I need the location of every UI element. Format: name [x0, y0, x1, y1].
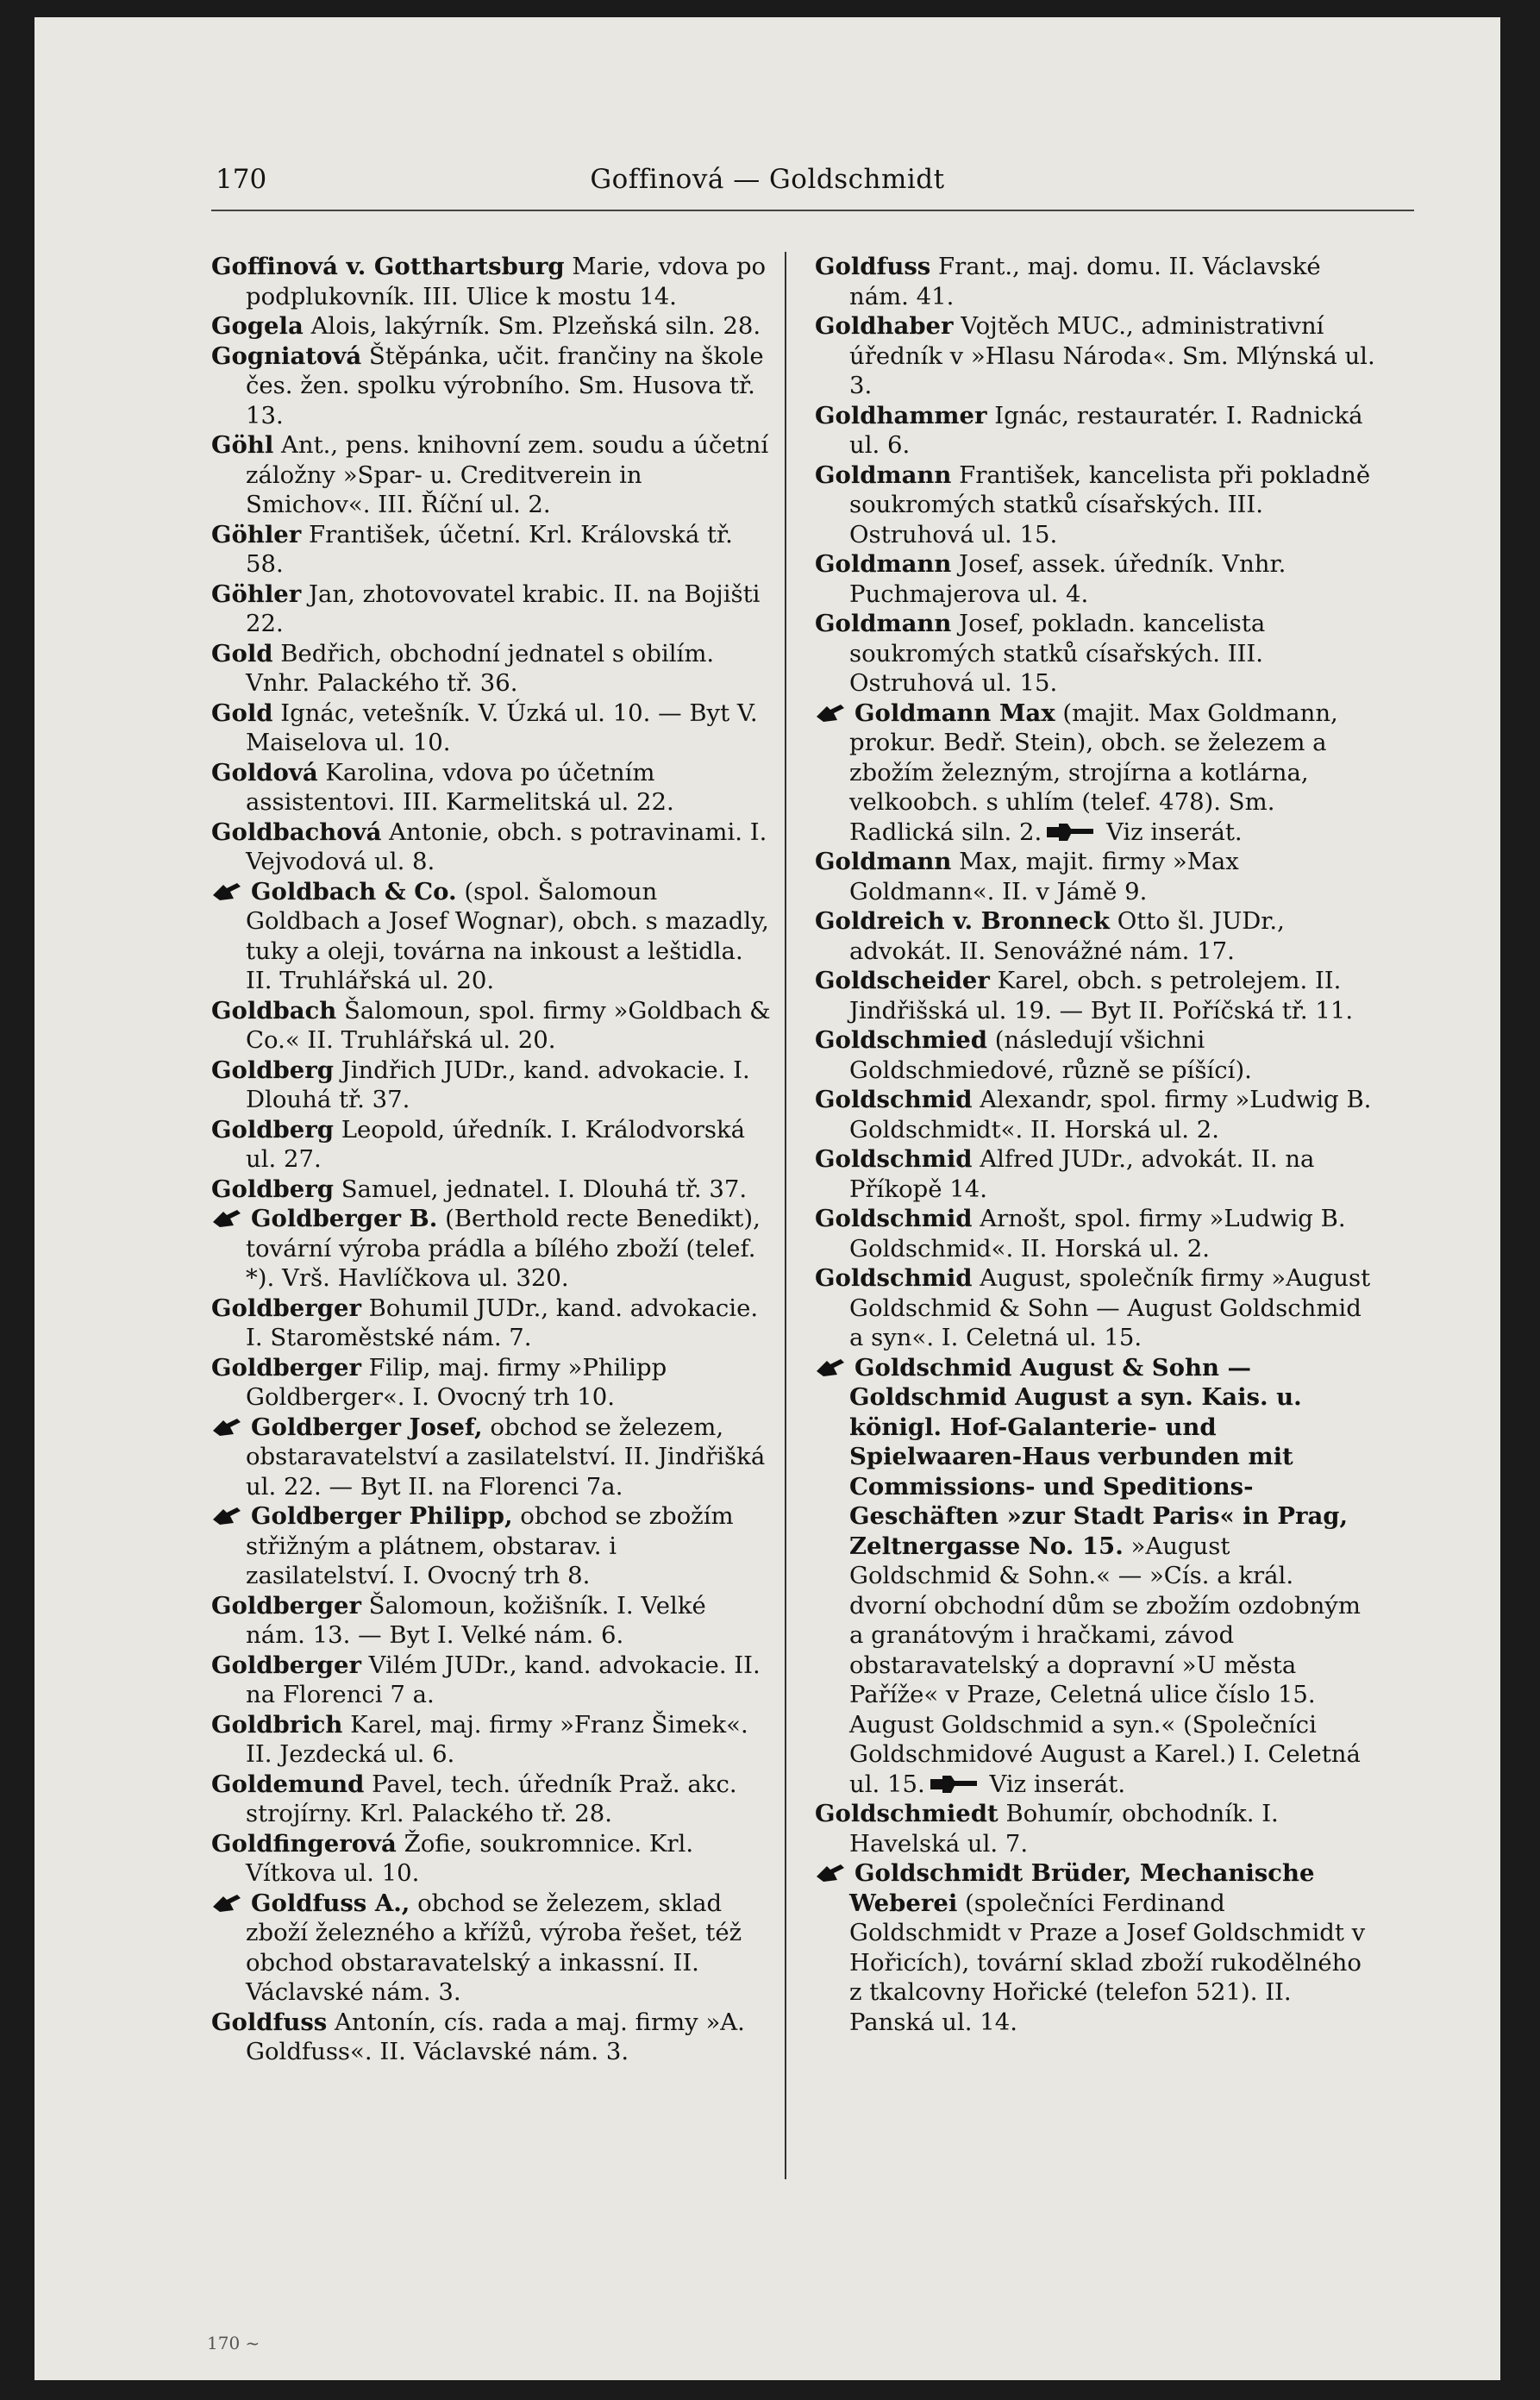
directory-entry — [815, 847, 1375, 906]
directory-entry — [815, 311, 1375, 401]
entry-name: Goldmann Max — [855, 699, 1055, 727]
entry-name: Goldmann — [815, 461, 952, 489]
directory-entry — [211, 1413, 772, 1502]
entry-details: Antonín, cís. rada a maj. firmy »A. Goldfuss«. II. Václavské nám. 3. — [246, 2008, 745, 2065]
running-head: Goffinová — Goldschmidt — [590, 164, 945, 195]
pointing-hand-icon — [211, 1415, 246, 1438]
entry-details: Samuel, jednatel. I. Dlouhá tř. 37. — [333, 1175, 748, 1203]
directory-entry — [211, 1770, 772, 1829]
entry-name: Göhl — [211, 431, 274, 459]
entry-details: Bohumil JUDr., kand. advokacie. I. Staroměstské nám. 7. — [246, 1294, 759, 1351]
entry-name: Goldová — [211, 758, 318, 786]
footer-mark: 170 ~ — [207, 2333, 260, 2353]
directory-entry — [815, 1204, 1375, 1263]
directory-entry — [211, 1829, 772, 1889]
entry-details: obchod se železem, sklad zboží železného a křížů, výroba řešet, též obchod obstaravatelský a inkassní. II. Václavské nám. 3. — [246, 1889, 742, 2006]
directory-entry — [211, 1889, 772, 2008]
entry-name: Goldberg — [211, 1175, 334, 1203]
left-column — [211, 252, 772, 2067]
page-number: 170 — [216, 164, 267, 195]
pointing-finger-icon — [929, 1772, 979, 1793]
entry-name: Goldscheider — [815, 967, 990, 994]
header-rule — [211, 210, 1414, 211]
directory-entry — [211, 1353, 772, 1413]
entry-name: Goldreich v. Bronneck — [815, 907, 1110, 935]
entry-details: Karolina, vdova po účetním assistentovi. III. Karmelitská ul. 22. — [246, 758, 674, 816]
entry-name: Goldschmiedt — [815, 1800, 998, 1827]
entry-name: Goldberger — [211, 1651, 361, 1679]
entry-details: obchod se železem, obstaravatelství a zasilatelství. II. Jindřišká ul. 22. — Byt II. na Florenci 7a. — [246, 1413, 766, 1501]
directory-entry — [211, 430, 772, 520]
entry-name: Gold — [211, 639, 273, 667]
entry-details: Šalomoun, spol. firmy »Goldbach & Co.« II. Truhlářská ul. 20. — [246, 996, 771, 1054]
directory-entry — [815, 1085, 1375, 1144]
directory-entry — [815, 1799, 1375, 1858]
entry-name: Goldbrich — [211, 1710, 343, 1739]
directory-entry — [815, 699, 1375, 848]
pointing-hand-icon — [815, 1356, 849, 1378]
directory-entry — [815, 401, 1375, 461]
entry-details: Šalomoun, kožišník. I. Velké nám. 13. — Byt I. Velké nám. 6. — [246, 1591, 706, 1649]
entry-name: Goldhammer — [815, 401, 987, 429]
directory-entry — [211, 639, 772, 699]
directory-entry — [211, 1294, 772, 1353]
entry-details: August, společník firmy »August Goldschmid & Sohn — August Goldschmid a syn«. I. Celetná ul. 15. — [849, 1264, 1371, 1351]
directory-entry — [211, 342, 772, 431]
entry-details: Ignác, restauratér. I. Radnická ul. 6. — [849, 401, 1363, 459]
entry-name: Goldmann — [815, 848, 952, 875]
entry-name: Goffinová v. Gotthartsburg — [211, 253, 565, 280]
entry-details: Alfred JUDr., advokát. II. na Příkopě 14. — [849, 1145, 1315, 1203]
entry-details: Bohumír, obchodník. I. Havelská ul. 7. — [849, 1800, 1279, 1858]
directory-entry — [815, 1858, 1375, 2037]
entry-name: Goldberger — [211, 1591, 361, 1620]
entry-name: Göhler — [211, 520, 302, 548]
pointing-hand-icon — [211, 1206, 246, 1229]
entry-name: Goldschmid — [815, 1145, 973, 1173]
directory-entry — [211, 1175, 772, 1205]
entry-details: »August Goldschmid & Sohn.« — »Cís. a král. dvorní obchodní dům se zbožím ozdobným a granátovým i hračkami, závod obstaravatelský a dopravní »U města Paříže« v Praze, Celetná ulice číslo 15. August Goldschmid a syn.« (Společníci Goldschmidové August a Karel.) I. Celetná ul. 15. — [849, 1532, 1361, 1798]
entry-details: Vojtěch MUC., administrativní úředník v »Hlasu Národa«. Sm. Mlýnská ul. 3. — [849, 312, 1375, 399]
entry-name: Goldschmid — [815, 1264, 973, 1292]
entry-name: Goldbachová — [211, 818, 382, 846]
pointing-hand-icon — [815, 1861, 849, 1883]
see-advert-note: Viz inserát. — [1099, 818, 1243, 846]
directory-entry — [211, 520, 772, 580]
pointing-hand-icon — [815, 701, 849, 724]
entry-details: Josef, assek. úředník. Vnhr. Puchmajerova ul. 4. — [849, 550, 1286, 608]
entry-details: Štěpánka, učit. frančiny na škole čes. žen. spolku výrobního. Sm. Husova tř. 13. — [246, 342, 764, 429]
directory-entry — [815, 549, 1375, 609]
entry-details: Ignác, vetešník. V. Úzká ul. 10. — Byt V. Maiselova ul. 10. — [246, 699, 758, 756]
see-advert-note: Viz inserát. — [981, 1770, 1126, 1798]
entry-details: František, kancelista při pokladně soukromých statků císařských. III. Ostruhová ul. 15. — [849, 461, 1371, 548]
entry-details: František, účetní. Krl. Královská tř. 58. — [246, 520, 733, 578]
directory-entry — [815, 1353, 1375, 1800]
entry-name: Goldmann — [815, 550, 952, 578]
entry-name: Goldfuss — [211, 2008, 328, 2036]
entry-details: (majit. Max Goldmann, prokur. Bedř. Stein), obch. se železem a zbožím železným, strojírna a kotlárna, velkoobch. s uhlím (telef. 478). Sm. Radlická siln. 2. — [849, 699, 1338, 846]
entry-details: obchod se zbožím střižným a plátnem, obstarav. i zasilatelství. I. Ovocný trh 8. — [246, 1502, 734, 1589]
entry-details: Žofie, soukromnice. Krl. Vítkova ul. 10. — [246, 1829, 694, 1887]
entry-name: Goldberger — [211, 1294, 361, 1322]
entry-details: Pavel, tech. úředník Praž. akc. strojírny. Krl. Palackého tř. 28. — [246, 1770, 737, 1827]
directory-entry — [211, 699, 772, 758]
entry-details: Jindřich JUDr., kand. advokacie. I. Dlouhá tř. 37. — [246, 1056, 750, 1113]
directory-entry — [211, 996, 772, 1056]
pointing-hand-icon — [211, 1504, 246, 1526]
directory-entry — [815, 1144, 1375, 1204]
entry-details: Arnošt, spol. firmy »Ludwig B. Goldschmid«. II. Horská ul. 2. — [849, 1205, 1346, 1263]
entry-details: Ant., pens. knihovní zem. soudu a účetní záložny »Spar- u. Creditverein in Smichov«. III. Říční ul. 2. — [246, 431, 769, 518]
column-divider — [785, 252, 786, 2179]
directory-entry — [211, 1204, 772, 1294]
entry-details: Karel, maj. firmy »Franz Šimek«. II. Jezdecká ul. 6. — [246, 1710, 748, 1768]
directory-entry — [815, 609, 1375, 699]
directory-entry — [211, 311, 772, 342]
entry-details: Alois, lakýrník. Sm. Plzeňská siln. 28. — [303, 312, 761, 340]
directory-entry — [211, 1710, 772, 1770]
entry-details: Karel, obch. s petrolejem. II. Jindřišská ul. 19. — Byt II. Poříčská tř. 11. — [849, 967, 1354, 1025]
directory-page — [34, 17, 1500, 2380]
entry-name: Goldfuss — [815, 253, 931, 280]
entry-name: Goldschmid — [815, 1086, 973, 1113]
directory-entry — [815, 1025, 1375, 1085]
entry-name: Goldberger Philipp, — [251, 1502, 513, 1530]
entry-details: Filip, maj. firmy »Philipp Goldberger«. I. Ovocný trh 10. — [246, 1353, 667, 1411]
entry-name: Goldberg — [211, 1056, 334, 1084]
entry-name: Goldfingerová — [211, 1829, 397, 1858]
directory-entry — [815, 906, 1375, 966]
directory-entry — [211, 758, 772, 818]
directory-entry — [211, 877, 772, 996]
entry-name: Goldberger Josef, — [251, 1413, 483, 1441]
entry-details: Antonie, obch. s potravinami. I. Vejvodová ul. 8. — [246, 818, 767, 875]
entry-name: Gold — [211, 699, 273, 727]
entry-details: Otto šl. JUDr., advokát. II. Senovážné nám. 17. — [849, 907, 1285, 965]
directory-entry — [815, 1263, 1375, 1353]
entry-name: Göhler — [211, 580, 302, 608]
entry-details: (spol. Šalomoun Goldbach a Josef Wognar), obch. s mazadly, tuky a oleji, továrna na inkoust a leštidla. II. Truhlářská ul. 20. — [246, 877, 769, 994]
directory-entry — [211, 2008, 772, 2067]
entry-details: Max, majit. firmy »Max Goldmann«. II. v Jámě 9. — [849, 848, 1239, 905]
entry-details: (společníci Ferdinand Goldschmidt v Praze a Josef Goldschmidt v Hořicích), tovární sklad zboží rukodělného z tkalcovny Hořické (telefon 521). II. Panská ul. 14. — [849, 1889, 1366, 2036]
entry-name: Gogniatová — [211, 342, 362, 370]
directory-entry — [211, 1591, 772, 1651]
entry-details: (následují všichni Goldschmiedové, různě se píšící). — [849, 1026, 1252, 1084]
directory-entry — [211, 1056, 772, 1115]
entry-name: Goldschmied — [815, 1026, 987, 1054]
entry-details: Frant., maj. domu. II. Václavské nám. 41. — [849, 253, 1321, 310]
entry-details: Leopold, úředník. I. Králodvorská ul. 27. — [246, 1115, 746, 1173]
directory-entry — [211, 1501, 772, 1591]
entry-name: Goldschmid August & Sohn — Goldschmid August a syn. Kais. u. königl. Hof-Galanterie- und Spielwaaren-Haus verbunden mit Commissions- und Speditions-Geschäften »zur Stadt Paris« in Prag, Zeltnergasse No. 15. — [849, 1353, 1349, 1560]
directory-entry — [815, 966, 1375, 1025]
directory-entry — [211, 252, 772, 311]
pointing-hand-icon — [211, 1891, 246, 1914]
entry-name: Goldbach — [211, 996, 337, 1025]
directory-entry — [211, 1115, 772, 1175]
entry-name: Goldfuss A., — [251, 1889, 410, 1917]
entry-name: Goldberger — [211, 1353, 361, 1382]
directory-entry — [815, 461, 1375, 550]
entry-details: Bedřich, obchodní jednatel s obilím. Vnhr. Palackého tř. 36. — [246, 639, 715, 697]
entry-name: Goldhaber — [815, 312, 954, 340]
entry-details: Vilém JUDr., kand. advokacie. II. na Florenci 7 a. — [246, 1651, 761, 1708]
entry-name: Goldschmid — [815, 1205, 973, 1232]
entry-details: Josef, pokladn. kancelista soukromých statků císařských. III. Ostruhová ul. 15. — [849, 610, 1266, 697]
right-column — [815, 252, 1375, 2037]
entry-name: Goldemund — [211, 1770, 365, 1798]
directory-entry — [211, 1651, 772, 1710]
entry-name: Goldschmidt Brüder, Mechanische Weberei — [849, 1859, 1315, 1917]
pointing-finger-icon — [1045, 820, 1095, 841]
entry-name: Goldmann — [815, 610, 952, 637]
entry-name: Goldberg — [211, 1115, 334, 1144]
entry-name: Gogela — [211, 312, 304, 340]
entry-name: Goldberger B. — [251, 1205, 438, 1232]
entry-details: Jan, zhotovovatel krabic. II. na Bojišti 22. — [246, 580, 761, 637]
entry-details: (Berthold recte Benedikt), tovární výroba prádla a bílého zboží (telef. *). Vrš. Havlíčkova ul. 320. — [246, 1205, 761, 1292]
entry-details: Marie, vdova po podplukovník. III. Ulice k mostu 14. — [246, 253, 767, 310]
pointing-hand-icon — [211, 880, 246, 902]
entry-details: Alexandr, spol. firmy »Ludwig B. Goldschmidt«. II. Horská ul. 2. — [849, 1086, 1372, 1144]
entry-name: Goldbach & Co. — [251, 877, 457, 905]
directory-entry — [211, 580, 772, 639]
directory-entry — [211, 818, 772, 877]
directory-entry — [815, 252, 1375, 311]
